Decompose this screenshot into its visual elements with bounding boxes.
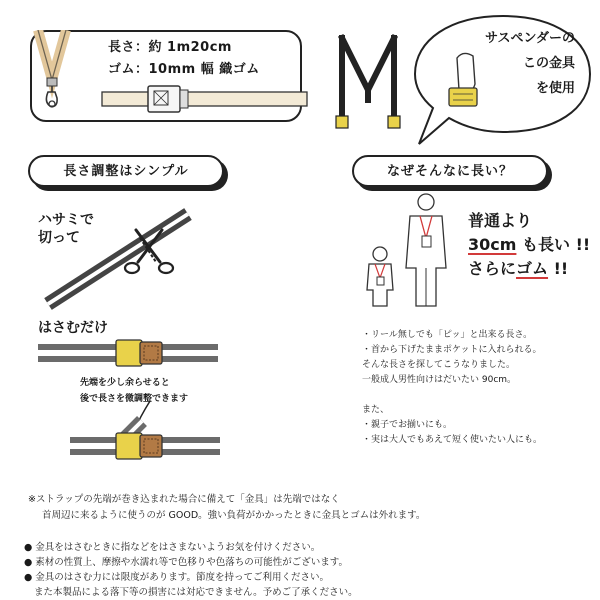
clip-label: はさむだけ	[38, 320, 108, 336]
strap-note-1: ※ストラップの先端が巻き込まれた場合に備えて「金具」は先端ではなく	[28, 494, 340, 505]
strap-note-2: 首周辺に来るように使うのが GOOD。強い負荷がかかったときに金具とゴムは外れます。	[42, 510, 426, 521]
caution-item: ● 素材の性質上、摩擦や水濡れ等で色移りや色落ちの可能性がございます。	[24, 557, 349, 568]
claim-line-2	[468, 232, 590, 258]
spec-rubber: ゴム：10mm 幅 織ゴム	[108, 62, 260, 77]
reason-line: ・首から下げたままポケットに入れられる。	[362, 345, 542, 355]
bubble-line-3: を使用	[535, 81, 575, 96]
claim-line-1: 普通より	[468, 211, 533, 230]
claim-3-pre: さらに	[468, 259, 517, 278]
cut-label-2: 切って	[38, 230, 80, 246]
reason-line: ・実は大人でもあえて短く使いたい人にも。	[362, 435, 543, 445]
cut-label-1: ハサミで	[38, 212, 94, 228]
people-illustration	[360, 188, 455, 310]
reason-line: また、	[362, 405, 390, 415]
spec-length: 長さ：約 1m20cm	[108, 40, 232, 55]
clip-strap-illustration	[30, 336, 230, 376]
reason-list	[362, 328, 542, 448]
reason-line: ・リール無しでも「ピッ」と出来る長さ。	[362, 330, 533, 340]
caution-item: ● 金具のはさむ力には限度があります。節度を持ってご利用ください。	[24, 572, 330, 583]
claim-3-post: !!	[548, 259, 569, 278]
caution-continuation: また本製品による落下等の損害には対応できません。予めご了承ください。	[34, 587, 358, 598]
cut-strap-illustration	[28, 200, 228, 310]
reason-line: 一般成人男性向けはだいたい 90cm。	[362, 375, 517, 385]
adult-icon	[406, 194, 446, 306]
tip-line-2: 後で長さを微調整できます	[80, 394, 189, 404]
claim-2-rest: も長い !!	[516, 235, 591, 254]
left-section-title: 長さ調整はシンプル	[28, 155, 224, 187]
caution-list	[24, 540, 358, 600]
reason-line: ・親子でお揃いにも。	[362, 420, 453, 430]
reason-line: そんな長さを探してこうなりました。	[362, 360, 516, 370]
right-section-title: なぜそんなに長い？	[352, 155, 548, 187]
child-icon	[367, 247, 393, 306]
bubble-line-1: サスペンダーの	[485, 31, 575, 46]
claim-line-3	[468, 256, 568, 282]
tip-strap-illustration	[30, 395, 230, 470]
caution-item: ● 金具をはさむときに指などをはさまないようお気を付けください。	[24, 542, 321, 553]
tip-line-1: 先端を少し余らせると	[80, 378, 170, 388]
bubble-line-2: この金具	[522, 56, 575, 71]
claim-30cm: 30cm	[468, 235, 517, 254]
reason-spacer	[362, 388, 542, 403]
claim-rubber: ゴム	[516, 259, 549, 278]
